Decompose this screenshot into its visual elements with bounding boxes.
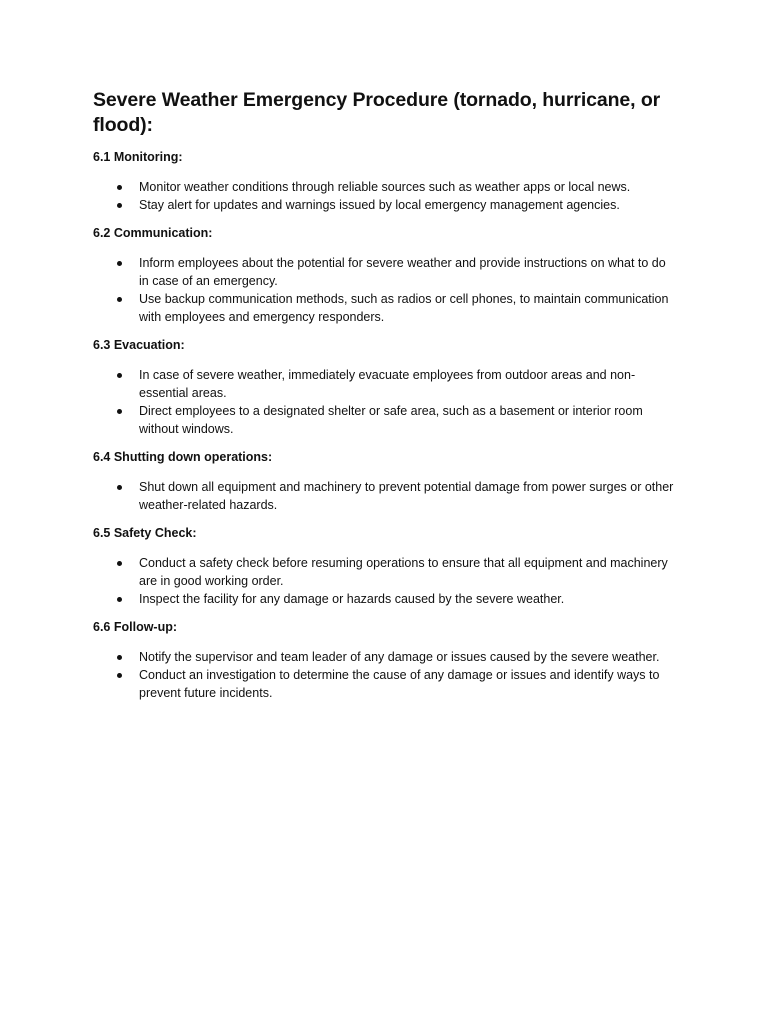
bullet-icon xyxy=(117,485,122,490)
bullet-list xyxy=(93,478,678,514)
list-item xyxy=(93,366,678,402)
section-follow-up xyxy=(93,620,678,702)
section-shutting-down-operations xyxy=(93,450,678,514)
list-item xyxy=(93,554,678,590)
section-evacuation xyxy=(93,338,678,438)
bullet-icon xyxy=(117,409,122,414)
bullet-icon xyxy=(117,673,122,678)
section-monitoring xyxy=(93,150,678,214)
list-item-text: Inform employees about the potential for severe weather and provide instructions on what to do in case of an emergency. xyxy=(139,256,666,288)
bullet-icon xyxy=(117,561,122,566)
section-heading: 6.5 Safety Check: xyxy=(93,526,197,540)
list-item xyxy=(93,178,678,196)
list-item-text: Monitor weather conditions through reliable sources such as weather apps or local news. xyxy=(139,180,631,194)
list-item-text: Stay alert for updates and warnings issued by local emergency management agencies. xyxy=(139,198,620,212)
list-item xyxy=(93,254,678,290)
bullet-list xyxy=(93,648,678,702)
bullet-list xyxy=(93,366,678,438)
bullet-icon xyxy=(117,373,122,378)
bullet-icon xyxy=(117,203,122,208)
document-title: Severe Weather Emergency Procedure (tornado, hurricane, or flood): xyxy=(93,89,661,136)
section-heading: 6.3 Evacuation: xyxy=(93,338,185,352)
bullet-list xyxy=(93,254,678,326)
section-communication xyxy=(93,226,678,326)
section-heading: 6.6 Follow-up: xyxy=(93,620,178,634)
list-item xyxy=(93,590,678,608)
list-item-text: In case of severe weather, immediately evacuate employees from outdoor areas and non-essential areas. xyxy=(139,368,636,400)
list-item xyxy=(93,402,678,438)
bullet-icon xyxy=(117,185,122,190)
section-heading: 6.1 Monitoring: xyxy=(93,150,183,164)
list-item-text: Conduct a safety check before resuming operations to ensure that all equipment and machinery are in good working order. xyxy=(139,556,668,588)
list-item-text: Direct employees to a designated shelter or safe area, such as a basement or interior room without windows. xyxy=(139,404,643,436)
section-safety-check xyxy=(93,526,678,608)
bullet-list xyxy=(93,554,678,608)
section-heading: 6.4 Shutting down operations: xyxy=(93,450,273,464)
list-item xyxy=(93,648,678,666)
list-item xyxy=(93,290,678,326)
section-heading: 6.2 Communication: xyxy=(93,226,213,240)
document-content xyxy=(93,88,678,714)
bullet-icon xyxy=(117,655,122,660)
list-item-text: Inspect the facility for any damage or hazards caused by the severe weather. xyxy=(139,592,565,606)
bullet-icon xyxy=(117,261,122,266)
list-item-text: Notify the supervisor and team leader of any damage or issues caused by the severe weather. xyxy=(139,650,660,664)
list-item xyxy=(93,666,678,702)
bullet-list xyxy=(93,178,678,214)
bullet-icon xyxy=(117,597,122,602)
list-item-text: Use backup communication methods, such as radios or cell phones, to maintain communication with employees and emergency responders. xyxy=(139,292,669,324)
list-item xyxy=(93,478,678,514)
list-item-text: Shut down all equipment and machinery to prevent potential damage from power surges or other weather-related hazards. xyxy=(139,480,674,512)
list-item xyxy=(93,196,678,214)
list-item-text: Conduct an investigation to determine the cause of any damage or issues and identify ways to prevent future incidents. xyxy=(139,668,660,700)
bullet-icon xyxy=(117,297,122,302)
